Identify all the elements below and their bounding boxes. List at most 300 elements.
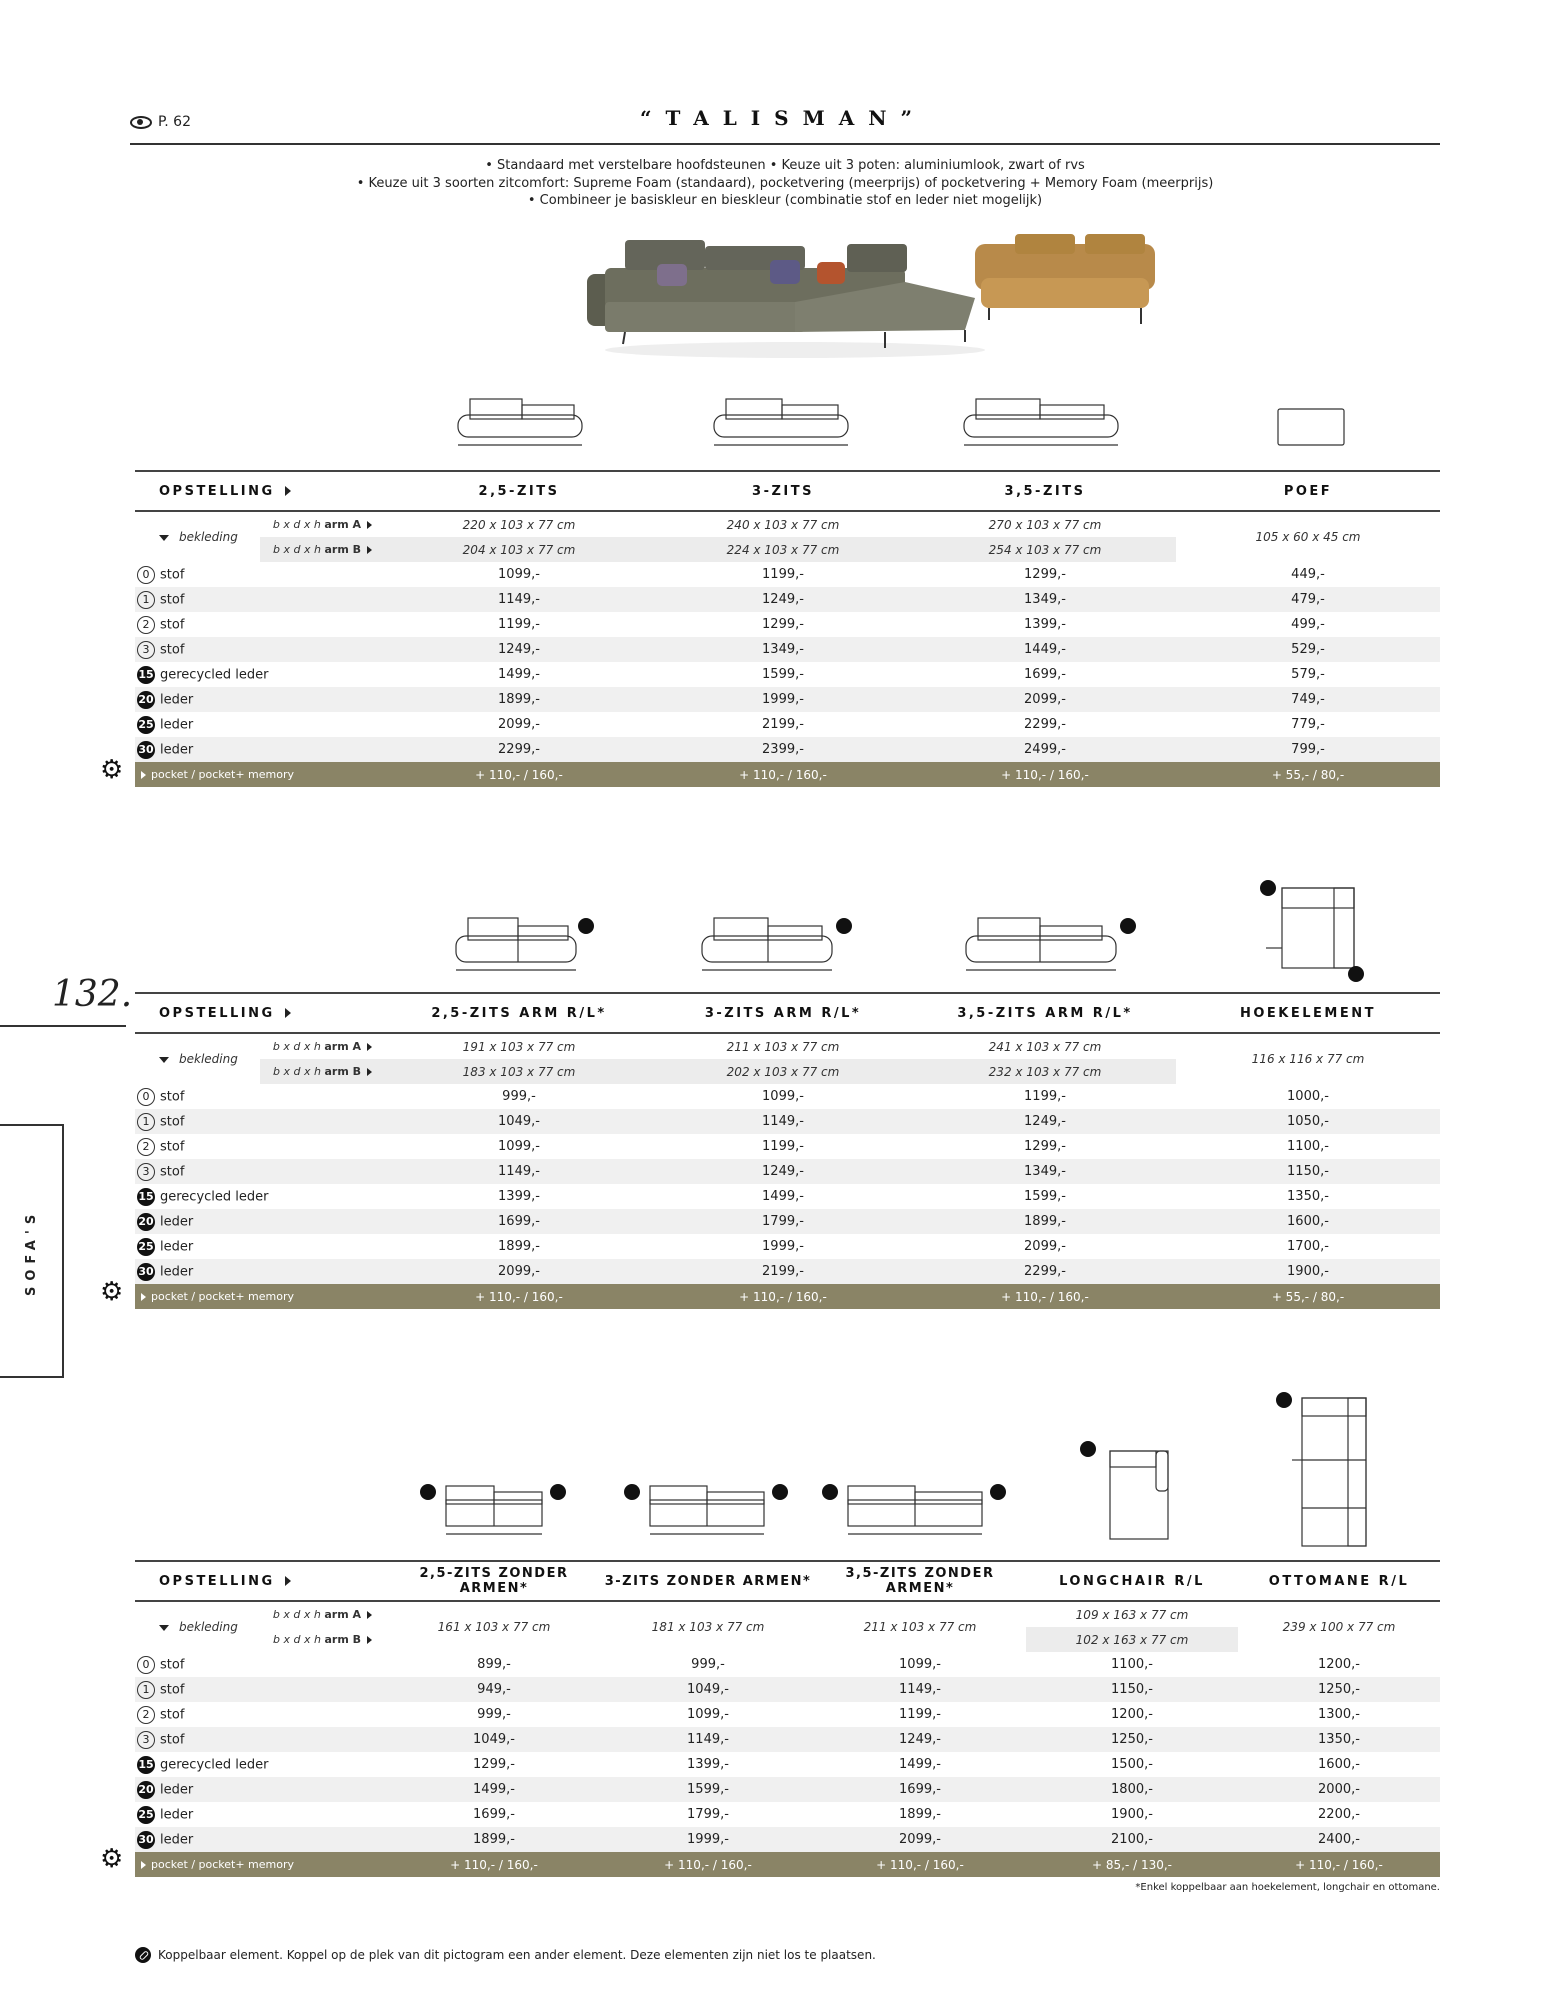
sofa-3-5-zits-diagram	[956, 393, 1126, 453]
price-cell: 2099,-	[914, 1234, 1176, 1259]
price-cell: 1699,-	[386, 1802, 602, 1827]
material-name: stof	[160, 1657, 185, 1672]
price-cell: 1899,-	[914, 1209, 1176, 1234]
price-cell: 1799,-	[652, 1209, 914, 1234]
opstelling-header: OPSTELLING	[135, 471, 386, 511]
pocket-price-cell: + 110,- / 160,-	[602, 1852, 814, 1877]
column-header: OTTOMANE R/L	[1238, 1561, 1440, 1601]
material-label	[135, 1159, 386, 1184]
price-cell: 1299,-	[914, 562, 1176, 587]
price-cell: 2299,-	[386, 737, 652, 762]
price-row	[135, 1109, 1440, 1134]
material-name: stof	[160, 1164, 185, 1179]
link-icon	[135, 1947, 151, 1963]
price-category-badge: 25	[137, 716, 155, 734]
dimension-cell: 224 x 103 x 77 cm	[652, 537, 914, 562]
column-header: 3-ZITS ARM R/L*	[652, 993, 914, 1033]
price-cell: 1200,-	[1026, 1702, 1238, 1727]
material-label	[135, 1752, 386, 1777]
price-cell: 2199,-	[652, 1259, 914, 1284]
price-cell: 1199,-	[914, 1084, 1176, 1109]
price-cell: 1899,-	[386, 1827, 602, 1852]
column-header: HOEKELEMENT	[1176, 993, 1440, 1033]
arrow-right-icon	[285, 1008, 291, 1018]
settings-gear-icon: ⚙	[100, 755, 124, 785]
price-cell: 2099,-	[814, 1827, 1026, 1852]
pocket-price-cell: + 110,- / 160,-	[652, 1284, 914, 1309]
arm-a-label: b x d x h arm A	[260, 1601, 386, 1627]
bekleding-label: bekleding	[135, 511, 260, 562]
dimension-cell: 211 x 103 x 77 cm	[863, 1620, 977, 1634]
price-cell: 1349,-	[652, 637, 914, 662]
price-category-badge: 1	[137, 1681, 155, 1699]
material-name: stof	[160, 567, 185, 582]
bekleding-label: bekleding	[135, 1033, 260, 1084]
material-name: stof	[160, 1089, 185, 1104]
page-number-rule	[0, 1025, 126, 1027]
material-name: stof	[160, 642, 185, 657]
pocket-surcharge-row	[135, 762, 1440, 787]
price-cell: 2000,-	[1238, 1777, 1440, 1802]
price-cell: 1999,-	[652, 687, 914, 712]
price-cell: 2199,-	[652, 712, 914, 737]
price-cell: 1250,-	[1238, 1677, 1440, 1702]
price-row	[135, 1727, 1440, 1752]
price-cell: 1449,-	[914, 637, 1176, 662]
arm-b-label: b x d x h arm B	[260, 537, 386, 562]
dimension-cell: 181 x 103 x 77 cm	[651, 1620, 765, 1634]
feature-list	[130, 157, 1440, 210]
material-label	[135, 1209, 386, 1234]
bekleding-label: bekleding	[135, 1601, 260, 1652]
price-cell: 1599,-	[652, 662, 914, 687]
price-cell: 1350,-	[1238, 1727, 1440, 1752]
price-category-badge: 2	[137, 1706, 155, 1724]
material-name: gerecycled leder	[160, 667, 269, 682]
price-cell: 1299,-	[914, 1134, 1176, 1159]
material-label	[135, 1802, 386, 1827]
price-cell: 1399,-	[386, 1184, 652, 1209]
material-label	[135, 1234, 386, 1259]
price-cell: 1999,-	[602, 1827, 814, 1852]
sofa-2-5-zits-arm-diagram	[450, 908, 600, 978]
price-row	[135, 562, 1440, 587]
price-cell: 1050,-	[1176, 1109, 1440, 1134]
price-cell: 1249,-	[652, 587, 914, 612]
price-category-badge: 0	[137, 566, 155, 584]
price-category-badge: 1	[137, 591, 155, 609]
material-name: stof	[160, 1114, 185, 1129]
price-cell: 1500,-	[1026, 1752, 1238, 1777]
material-name: leder	[160, 717, 194, 732]
settings-gear-icon: ⚙	[100, 1844, 124, 1874]
price-cell: 1100,-	[1026, 1652, 1238, 1677]
column-header: 2,5-ZITS	[386, 471, 652, 511]
price-cell: 1600,-	[1176, 1209, 1440, 1234]
arrow-right-icon	[141, 1293, 146, 1301]
price-cell: 1899,-	[386, 1234, 652, 1259]
price-cell: 1699,-	[914, 662, 1176, 687]
price-cell: 499,-	[1176, 612, 1440, 637]
dimensions-row-a	[135, 1033, 1440, 1059]
feature-line: • Combineer je basiskleur en bieskleur (combinatie stof en leder niet mogelijk)	[527, 193, 1043, 208]
price-cell: 1299,-	[386, 1752, 602, 1777]
price-cell: 1349,-	[914, 1159, 1176, 1184]
pocket-price-cell: + 55,- / 80,-	[1176, 1284, 1440, 1309]
price-row	[135, 712, 1440, 737]
price-row	[135, 1234, 1440, 1259]
price-category-badge: 20	[137, 1781, 155, 1799]
price-cell: 1099,-	[386, 562, 652, 587]
price-row	[135, 1134, 1440, 1159]
settings-gear-icon: ⚙	[100, 1277, 124, 1307]
material-label	[135, 1134, 386, 1159]
price-category-badge: 0	[137, 1088, 155, 1106]
sofa-2-5-zits-diagram	[450, 393, 590, 453]
price-cell: 1049,-	[602, 1677, 814, 1702]
dimension-cell: 211 x 103 x 77 cm	[726, 1039, 840, 1054]
price-category-badge: 20	[137, 691, 155, 709]
price-rows	[135, 562, 1440, 787]
dimension-cell: 105 x 60 x 45 cm	[1255, 530, 1361, 544]
price-table-3	[135, 1560, 1440, 1877]
material-label	[135, 662, 386, 687]
dimension-cell: 161 x 103 x 77 cm	[437, 1620, 551, 1634]
table-header-row	[135, 471, 1440, 511]
price-cell: 1899,-	[386, 687, 652, 712]
footnote: *Enkel koppelbaar aan hoekelement, longchair en ottomane.	[1135, 1882, 1440, 1893]
pocket-price-cell: + 110,- / 160,-	[914, 762, 1176, 787]
section-tab-label: SOFA'S	[24, 1208, 39, 1296]
price-row	[135, 1802, 1440, 1827]
column-header: LONGCHAIR R/L	[1026, 1561, 1238, 1601]
price-cell: 1900,-	[1176, 1259, 1440, 1284]
price-cell: 1099,-	[386, 1134, 652, 1159]
price-cell: 1199,-	[386, 612, 652, 637]
price-cell: 1099,-	[602, 1702, 814, 1727]
price-row	[135, 662, 1440, 687]
dimensions-row-a	[135, 511, 1440, 537]
price-cell: 1149,-	[386, 1159, 652, 1184]
material-label	[135, 1727, 386, 1752]
material-label	[135, 1259, 386, 1284]
price-row	[135, 1084, 1440, 1109]
section-tab[interactable]	[0, 1124, 64, 1378]
arrow-right-icon	[141, 1861, 146, 1869]
dimension-cell: 232 x 103 x 77 cm	[914, 1059, 1176, 1084]
price-cell: 1149,-	[814, 1677, 1026, 1702]
material-label	[135, 1184, 386, 1209]
sofa-3-zits-arm-diagram	[696, 908, 856, 978]
opstelling-header: OPSTELLING	[135, 1561, 386, 1601]
price-category-badge: 30	[137, 741, 155, 759]
price-category-badge: 15	[137, 1188, 155, 1206]
page-title: “TALISMAN”	[639, 106, 927, 130]
arm-b-label: b x d x h arm B	[260, 1627, 386, 1652]
sofa-3-zits-zonder-armen-diagram	[622, 1478, 792, 1540]
price-cell: 1399,-	[914, 612, 1176, 637]
pocket-price-cell: + 110,- / 160,-	[386, 1284, 652, 1309]
dimension-cell: 241 x 103 x 77 cm	[988, 1039, 1102, 1054]
arm-a-label: b x d x h arm A	[260, 511, 386, 537]
price-cell: 1699,-	[386, 1209, 652, 1234]
price-category-badge: 15	[137, 1756, 155, 1774]
price-cell: 1049,-	[386, 1109, 652, 1134]
price-row	[135, 1827, 1440, 1852]
pocket-label	[135, 762, 386, 787]
dimension-cell: 191 x 103 x 77 cm	[462, 1039, 576, 1054]
material-name: gerecycled leder	[160, 1189, 269, 1204]
sofa-3-5-zits-arm-diagram	[960, 908, 1140, 978]
price-row	[135, 1159, 1440, 1184]
pocket-label	[135, 1852, 386, 1877]
dimension-cell: 204 x 103 x 77 cm	[386, 537, 652, 562]
page-reference-text: P. 62	[158, 114, 191, 130]
material-label	[135, 687, 386, 712]
price-cell: 1249,-	[652, 1159, 914, 1184]
dimension-cell: 202 x 103 x 77 cm	[652, 1059, 914, 1084]
dimension-cell: 270 x 103 x 77 cm	[988, 517, 1102, 532]
pocket-price-cell: + 110,- / 160,-	[914, 1284, 1176, 1309]
price-row	[135, 637, 1440, 662]
opstelling-header: OPSTELLING	[135, 993, 386, 1033]
table-header-row	[135, 1561, 1440, 1601]
dimension-cell: 102 x 163 x 77 cm	[1026, 1627, 1238, 1652]
price-rows	[135, 1652, 1440, 1877]
price-cell: 1350,-	[1176, 1184, 1440, 1209]
price-cell: 1150,-	[1026, 1677, 1238, 1702]
price-category-badge: 20	[137, 1213, 155, 1231]
price-cell: 1999,-	[652, 1234, 914, 1259]
price-category-badge: 30	[137, 1831, 155, 1849]
price-row	[135, 1702, 1440, 1727]
price-cell: 1349,-	[914, 587, 1176, 612]
price-cell: 2099,-	[386, 1259, 652, 1284]
arrow-right-icon	[285, 486, 291, 496]
material-name: leder	[160, 1214, 194, 1229]
price-cell: 1600,-	[1238, 1752, 1440, 1777]
price-cell: 999,-	[386, 1084, 652, 1109]
price-category-badge: 3	[137, 1731, 155, 1749]
price-row	[135, 1677, 1440, 1702]
price-cell: 1249,-	[814, 1727, 1026, 1752]
price-cell: 2099,-	[914, 687, 1176, 712]
price-cell: 1799,-	[602, 1802, 814, 1827]
price-row	[135, 1184, 1440, 1209]
price-cell: 2299,-	[914, 712, 1176, 737]
dimensions-row-a	[135, 1601, 1440, 1627]
price-cell: 1499,-	[386, 1777, 602, 1802]
longchair-diagram	[1070, 1435, 1180, 1545]
arrow-right-icon	[285, 1576, 291, 1586]
price-cell: 1700,-	[1176, 1234, 1440, 1259]
pocket-surcharge-row	[135, 1284, 1440, 1309]
material-name: leder	[160, 1832, 194, 1847]
price-cell: 1199,-	[652, 562, 914, 587]
price-cell: 529,-	[1176, 637, 1440, 662]
column-header: 3-ZITS	[652, 471, 914, 511]
column-header: 2,5-ZITS ARM R/L*	[386, 993, 652, 1033]
arrow-down-icon	[159, 1057, 169, 1063]
price-cell: 1249,-	[914, 1109, 1176, 1134]
sofa-3-5-zits-zonder-armen-diagram	[820, 1478, 1010, 1540]
arrow-right-icon	[141, 771, 146, 779]
price-cell: 1000,-	[1176, 1084, 1440, 1109]
price-row	[135, 737, 1440, 762]
pocket-label-text: pocket / pocket+ memory	[151, 1290, 295, 1303]
dimension-cell: 116 x 116 x 77 cm	[1251, 1052, 1365, 1066]
arrow-down-icon	[159, 1625, 169, 1631]
hoekelement-diagram	[1256, 878, 1366, 988]
dimension-cell: 183 x 103 x 77 cm	[386, 1059, 652, 1084]
dimension-cell: 239 x 100 x 77 cm	[1282, 1620, 1396, 1634]
price-cell: 799,-	[1176, 737, 1440, 762]
price-cell: 1399,-	[602, 1752, 814, 1777]
price-category-badge: 3	[137, 641, 155, 659]
column-header: 2,5-ZITS ZONDER ARMEN*	[386, 1561, 602, 1601]
price-row	[135, 687, 1440, 712]
price-cell: 1200,-	[1238, 1652, 1440, 1677]
dimension-cell: 220 x 103 x 77 cm	[462, 517, 576, 532]
material-label	[135, 712, 386, 737]
price-cell: 1900,-	[1026, 1802, 1238, 1827]
material-label	[135, 1652, 386, 1677]
price-cell: 2100,-	[1026, 1827, 1238, 1852]
table-header-row	[135, 993, 1440, 1033]
pocket-price-cell: + 55,- / 80,-	[1176, 762, 1440, 787]
legend	[135, 1947, 876, 1963]
price-table-1	[135, 470, 1440, 787]
material-label	[135, 1827, 386, 1852]
material-name: stof	[160, 1139, 185, 1154]
material-name: stof	[160, 1732, 185, 1747]
price-category-badge: 1	[137, 1113, 155, 1131]
arm-a-label: b x d x h arm A	[260, 1033, 386, 1059]
price-cell: 1249,-	[386, 637, 652, 662]
pocket-price-cell: + 110,- / 160,-	[386, 762, 652, 787]
price-cell: 2299,-	[914, 1259, 1176, 1284]
price-cell: 1149,-	[652, 1109, 914, 1134]
material-name: stof	[160, 592, 185, 607]
pocket-price-cell: + 110,- / 160,-	[386, 1852, 602, 1877]
price-cell: 949,-	[386, 1677, 602, 1702]
material-label	[135, 587, 386, 612]
price-cell: 1499,-	[814, 1752, 1026, 1777]
price-cell: 1099,-	[814, 1652, 1026, 1677]
price-cell: 1099,-	[652, 1084, 914, 1109]
price-row	[135, 1752, 1440, 1777]
price-cell: 1599,-	[602, 1777, 814, 1802]
arm-b-label: b x d x h arm B	[260, 1059, 386, 1084]
feature-line: • Standaard met verstelbare hoofdsteunen • Keuze uit 3 poten: aluminiumlook, zwart of rvs	[485, 158, 1085, 173]
price-cell: 479,-	[1176, 587, 1440, 612]
material-name: leder	[160, 692, 194, 707]
price-cell: 1149,-	[386, 587, 652, 612]
material-name: stof	[160, 617, 185, 632]
dimension-cell: 109 x 163 x 77 cm	[1075, 1607, 1189, 1622]
price-cell: 999,-	[386, 1702, 602, 1727]
price-cell: 2399,-	[652, 737, 914, 762]
price-row	[135, 1652, 1440, 1677]
price-cell: 1199,-	[652, 1134, 914, 1159]
pocket-label-text: pocket / pocket+ memory	[151, 768, 295, 781]
column-header: 3,5-ZITS ZONDER ARMEN*	[814, 1561, 1026, 1601]
price-cell: 2400,-	[1238, 1827, 1440, 1852]
price-row	[135, 1209, 1440, 1234]
column-header: 3,5-ZITS ARM R/L*	[914, 993, 1176, 1033]
sofa-2-5-zits-zonder-armen-diagram	[418, 1478, 568, 1540]
price-cell: 1150,-	[1176, 1159, 1440, 1184]
price-cell: 2200,-	[1238, 1802, 1440, 1827]
material-label	[135, 1109, 386, 1134]
material-label	[135, 612, 386, 637]
column-header: 3,5-ZITS	[914, 471, 1176, 511]
price-rows	[135, 1084, 1440, 1309]
material-name: leder	[160, 1239, 194, 1254]
price-cell: 1199,-	[814, 1702, 1026, 1727]
pocket-label	[135, 1284, 386, 1309]
pocket-price-cell: + 85,- / 130,-	[1026, 1852, 1238, 1877]
price-cell: 1299,-	[652, 612, 914, 637]
material-name: leder	[160, 1807, 194, 1822]
price-cell: 749,-	[1176, 687, 1440, 712]
price-cell: 1499,-	[386, 662, 652, 687]
price-cell: 2499,-	[914, 737, 1176, 762]
price-category-badge: 25	[137, 1238, 155, 1256]
ottomane-diagram	[1270, 1388, 1380, 1550]
price-row	[135, 587, 1440, 612]
price-cell: 1499,-	[652, 1184, 914, 1209]
material-name: leder	[160, 742, 194, 757]
price-cell: 899,-	[386, 1652, 602, 1677]
price-cell: 1100,-	[1176, 1134, 1440, 1159]
material-label	[135, 1777, 386, 1802]
dimension-cell: 240 x 103 x 77 cm	[726, 517, 840, 532]
price-row	[135, 1259, 1440, 1284]
price-category-badge: 15	[137, 666, 155, 684]
price-category-badge: 0	[137, 1656, 155, 1674]
material-name: stof	[160, 1682, 185, 1697]
price-cell: 2099,-	[386, 712, 652, 737]
price-cell: 1300,-	[1238, 1702, 1440, 1727]
price-cell: 1800,-	[1026, 1777, 1238, 1802]
legend-text: Koppelbaar element. Koppel op de plek van dit pictogram een ander element. Deze elementen zijn niet los te plaatsen.	[158, 1948, 876, 1962]
material-label	[135, 637, 386, 662]
price-cell: 449,-	[1176, 562, 1440, 587]
price-cell: 999,-	[602, 1652, 814, 1677]
price-cell: 1149,-	[602, 1727, 814, 1752]
price-cell: 1899,-	[814, 1802, 1026, 1827]
material-name: leder	[160, 1264, 194, 1279]
feature-line: • Keuze uit 3 soorten zitcomfort: Supreme Foam (standaard), pocketvering (meerprijs) of pocketvering + Memory Foam (meerprijs)	[356, 175, 1214, 191]
product-photo	[585, 232, 1165, 372]
material-label	[135, 1677, 386, 1702]
pocket-surcharge-row	[135, 1852, 1440, 1877]
dimension-cell: 254 x 103 x 77 cm	[914, 537, 1176, 562]
price-cell: 779,-	[1176, 712, 1440, 737]
material-label	[135, 562, 386, 587]
price-cell: 1250,-	[1026, 1727, 1238, 1752]
price-cell: 1599,-	[914, 1184, 1176, 1209]
material-label	[135, 1084, 386, 1109]
material-label	[135, 1702, 386, 1727]
pocket-price-cell: + 110,- / 160,-	[814, 1852, 1026, 1877]
pocket-price-cell: + 110,- / 160,-	[652, 762, 914, 787]
material-name: leder	[160, 1782, 194, 1797]
page-number: 132.	[52, 974, 133, 1015]
price-table-2	[135, 992, 1440, 1309]
material-name: stof	[160, 1707, 185, 1722]
